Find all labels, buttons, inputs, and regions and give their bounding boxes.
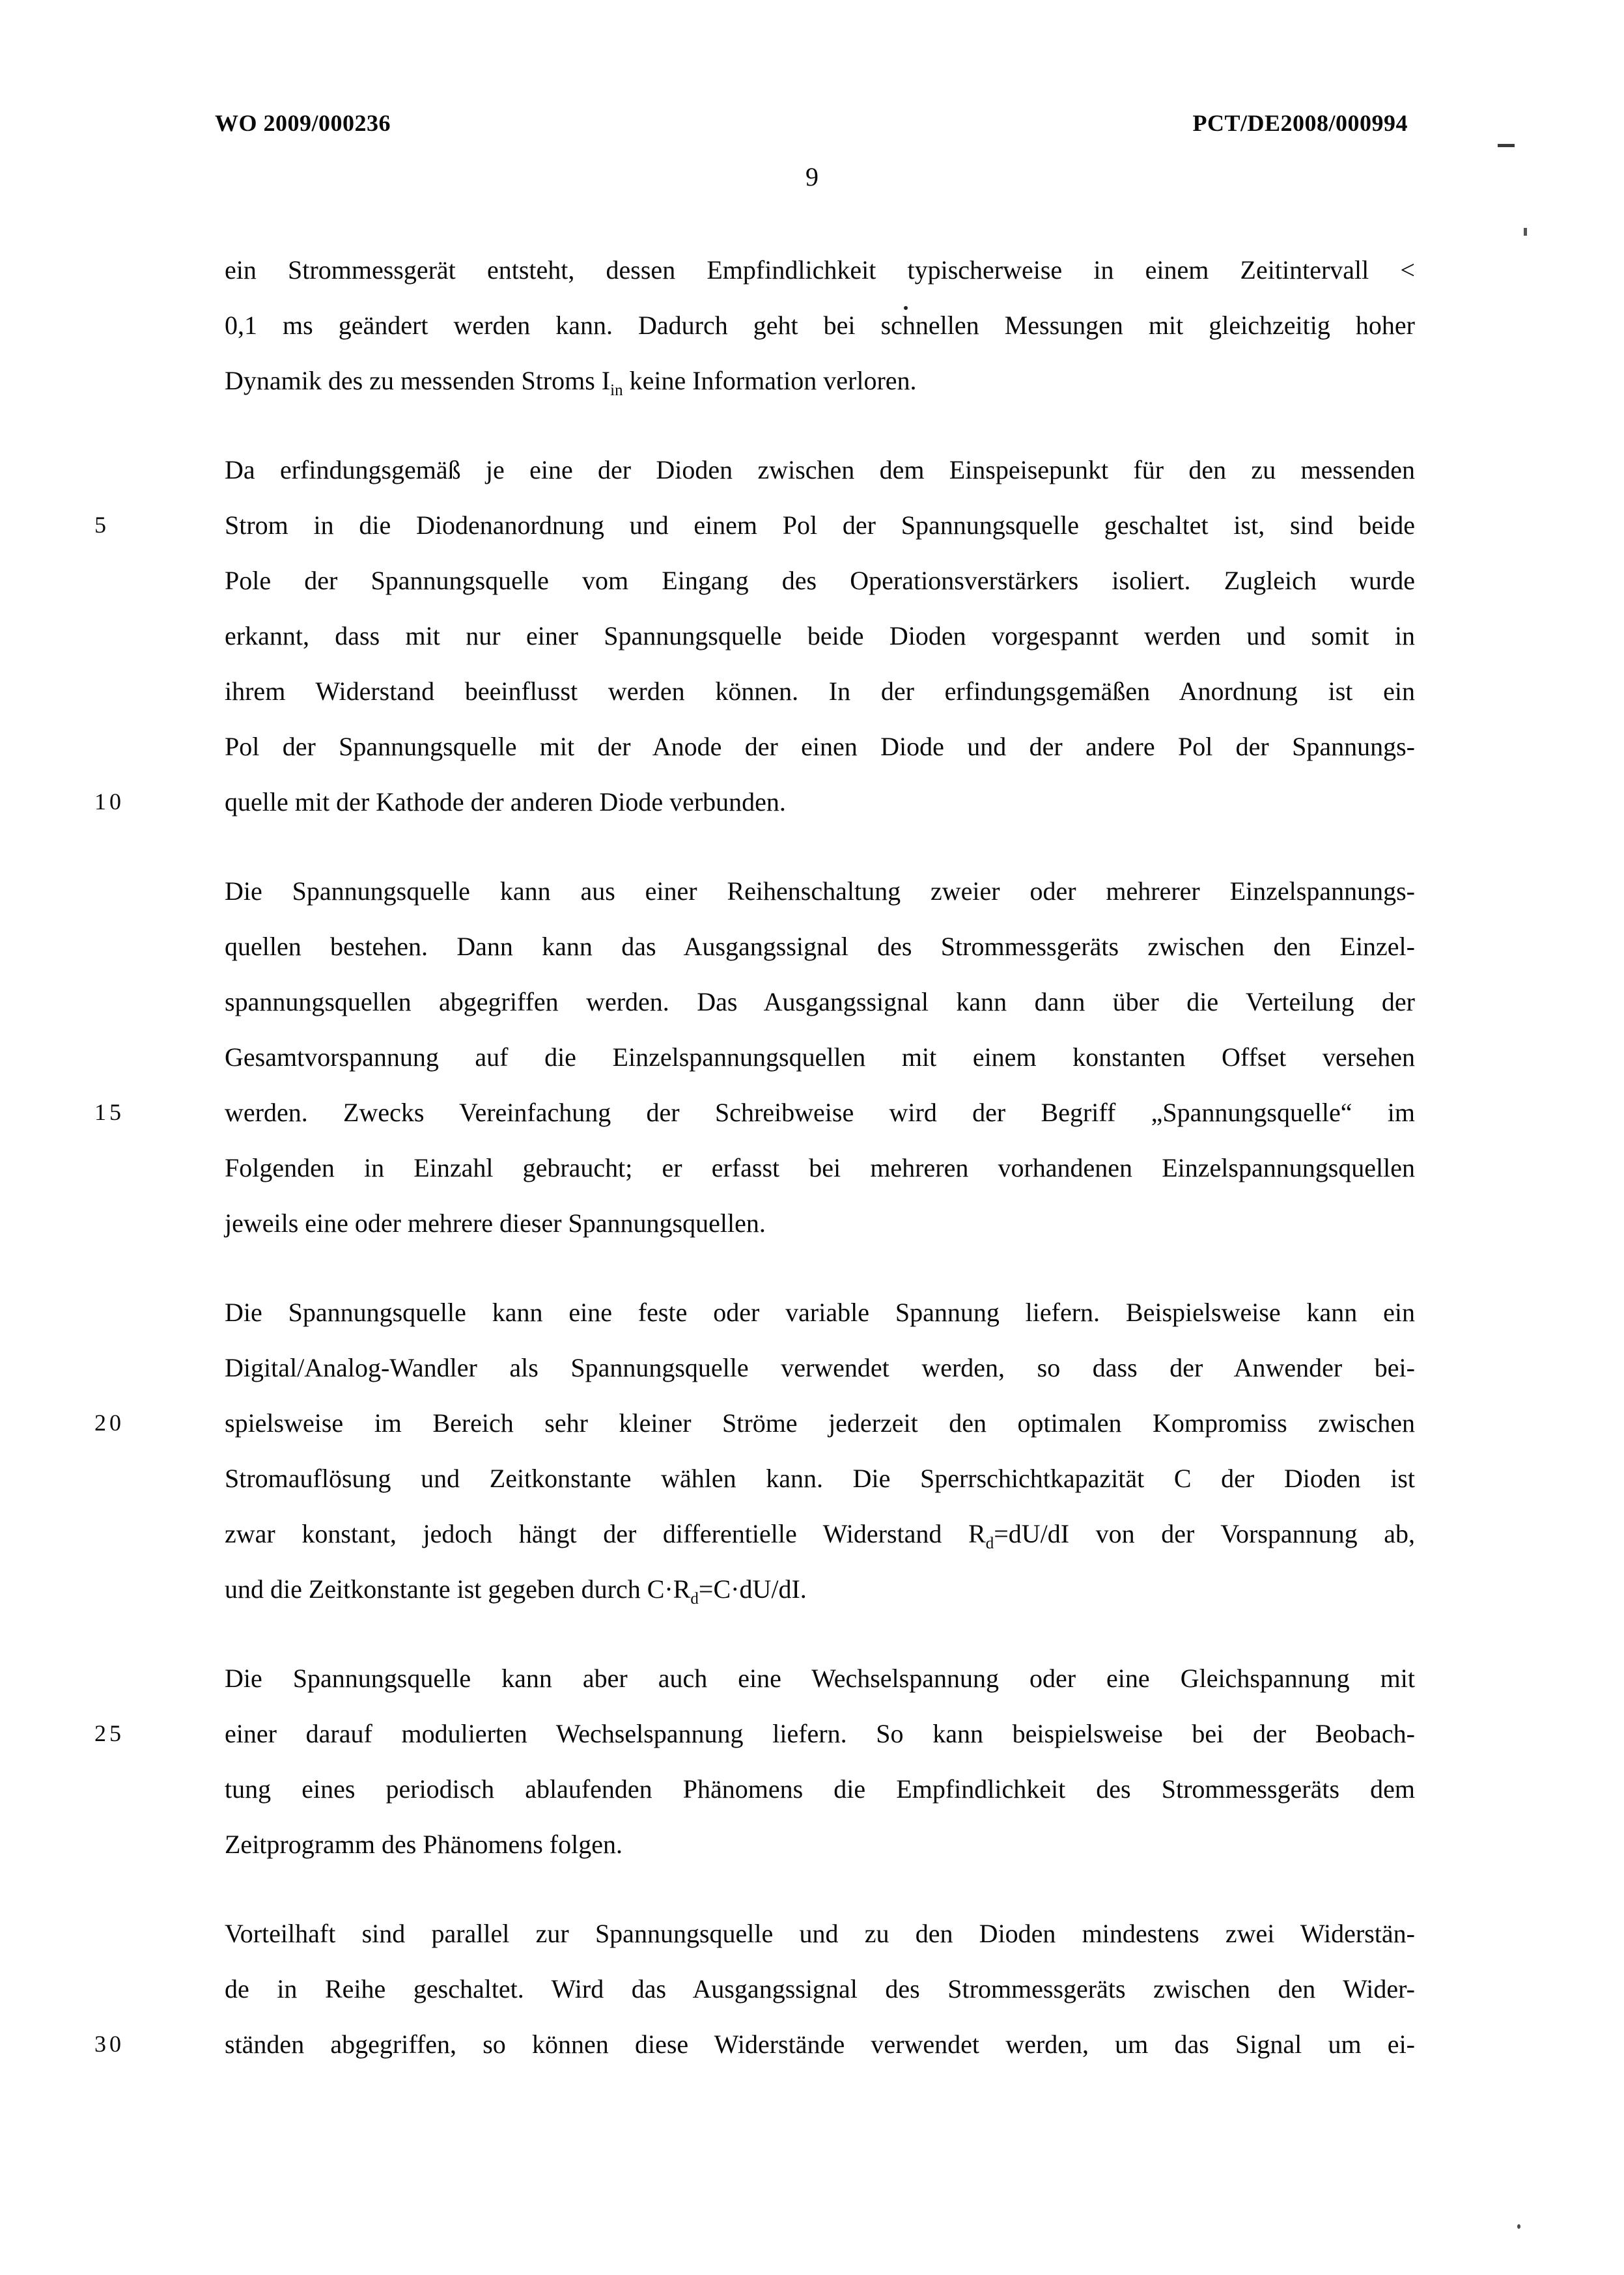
text-line: [225, 353, 1415, 408]
line-text: Die Spannungsquelle kann aus einer Reihenschaltung zweier oder mehrerer Einzelspannungs-: [225, 876, 1415, 906]
text-line: [225, 1029, 1415, 1085]
text-line: [94, 774, 1415, 830]
text-line: [225, 974, 1415, 1029]
page-number: 9: [805, 162, 819, 191]
text-line: [225, 608, 1415, 663]
paragraph: [94, 1906, 1415, 2072]
text-line: [225, 1817, 1415, 1872]
line-text: ein Strommessgerät entsteht, dessen Empfindlichkeit typischerweise in einem Zeitintervall <: [225, 255, 1415, 285]
line-number: 20: [94, 1410, 124, 1436]
text-line: [94, 2017, 1415, 2072]
line-text: de in Reihe geschaltet. Wird das Ausgangssignal des Strommessgeräts zwischen den Wider-: [225, 1974, 1415, 2003]
line-text: ihrem Widerstand beeinflusst werden können. In der erfindungsgemäßen Anordnung ist ein: [225, 677, 1415, 706]
publication-number: WO 2009/000236: [215, 110, 391, 136]
line-text: Digital/Analog-Wandler als Spannungsquelle verwendet werden, so dass der Anwender bei-: [225, 1353, 1415, 1382]
line-number: 10: [94, 789, 124, 815]
line-number: 5: [94, 512, 109, 538]
text-line: [225, 1906, 1415, 1961]
line-text: spannungsquellen abgegriffen werden. Das Ausgangssignal kann dann über die Verteilung der: [225, 987, 1415, 1016]
line-text: Die Spannungsquelle kann eine feste oder variable Spannung liefern. Beispielsweise kann ein: [225, 1298, 1415, 1327]
line-text: Strom in die Diodenanordnung und einem Pol der Spannungsquelle geschaltet ist, sind beide: [225, 510, 1415, 540]
line-text: werden. Zwecks Vereinfachung der Schreibweise wird der Begriff „Spannungsquelle“ im: [225, 1098, 1415, 1127]
line-text: Stromauflösung und Zeitkonstante wählen kann. Die Sperrschichtkapazität C der Dioden ist: [225, 1464, 1415, 1493]
text-line: [225, 1506, 1415, 1561]
text-line: [225, 719, 1415, 774]
text-line: [225, 1561, 1415, 1617]
text-line: [225, 442, 1415, 497]
scan-artifact: [1498, 144, 1515, 147]
line-text: Pole der Spannungsquelle vom Eingang des Operationsverstärkers isoliert. Zugleich wurde: [225, 566, 1415, 595]
line-text: und die Zeitkonstante ist gegeben durch $C\cdot R_d=C\cdot dU/dI$.: [225, 1574, 807, 1608]
text-line: [225, 553, 1415, 608]
line-number: 15: [94, 1099, 124, 1125]
scan-artifact: [1524, 228, 1527, 236]
text-line: [225, 863, 1415, 919]
line-text: quellen bestehen. Dann kann das Ausgangssignal des Strommessgeräts zwischen den Einzel-: [225, 932, 1415, 961]
text-line: [225, 1451, 1415, 1506]
page-header: [215, 109, 1408, 137]
line-text: Dynamik des zu messenden Stroms $I_{in}$ keine Information verloren.: [225, 366, 917, 399]
text-line: [94, 1706, 1415, 1761]
text-line: [225, 1140, 1415, 1195]
text-line: [225, 663, 1415, 719]
line-text: einer darauf modulierten Wechselspannung liefern. So kann beispielsweise bei der Beobach-: [225, 1719, 1415, 1748]
text-line: [225, 298, 1415, 353]
line-text: Gesamtvorspannung auf die Einzelspannungsquellen mit einem konstanten Offset versehen: [225, 1042, 1415, 1072]
paragraph: [94, 1651, 1415, 1872]
line-number: 25: [94, 1720, 124, 1746]
line-text: tung eines periodisch ablaufenden Phänomens die Empfindlichkeit des Strommessgeräts dem: [225, 1774, 1415, 1804]
line-text: Die Spannungsquelle kann aber auch eine Wechselspannung oder eine Gleichspannung mit: [225, 1664, 1415, 1693]
text-line: [225, 1195, 1415, 1251]
line-text: jeweils eine oder mehrere dieser Spannungsquellen.: [225, 1208, 766, 1238]
document-body: [94, 242, 1416, 2106]
line-text: Folgenden in Einzahl gebraucht; er erfasst bei mehreren vorhandenen Einzelspannungsquellen: [225, 1153, 1415, 1182]
paragraph: [94, 1285, 1416, 1617]
line-text: erkannt, dass mit nur einer Spannungsquelle beide Dioden vorgespannt werden und somit in: [225, 621, 1415, 650]
text-line: [225, 242, 1415, 298]
text-line: [94, 497, 1415, 553]
paragraph: [94, 863, 1415, 1251]
text-line: [225, 1651, 1415, 1706]
paragraph: [225, 242, 1415, 408]
line-text: spielsweise im Bereich sehr kleiner Ströme jederzeit den optimalen Kompromiss zwischen: [225, 1408, 1415, 1438]
application-number: PCT/DE2008/000994: [1192, 110, 1408, 136]
line-text: 0,1 ms geändert werden kann. Dadurch geht bei schnellen Messungen mit gleichzeitig hoher: [225, 311, 1415, 340]
text-line: [225, 919, 1415, 974]
scan-artifact: [1517, 2224, 1520, 2229]
text-line: [225, 1761, 1415, 1817]
line-text: quelle mit der Kathode der anderen Diode verbunden.: [225, 787, 786, 816]
text-line: [94, 1395, 1415, 1451]
text-line: [225, 1340, 1415, 1395]
line-text: zwar konstant, jedoch hängt der differentielle Widerstand $R_d=dU/dI$ von der Vorspannung ab,: [225, 1519, 1416, 1552]
line-text: Da erfindungsgemäß je eine der Dioden zwischen dem Einspeisepunkt für den zu messenden: [225, 455, 1415, 484]
scan-artifact: [904, 306, 908, 310]
text-line: [225, 1285, 1415, 1340]
line-text: ständen abgegriffen, so können diese Widerstände verwendet werden, um das Signal um ei-: [225, 2030, 1415, 2059]
line-number: 30: [94, 2031, 124, 2057]
line-text: Vorteilhaft sind parallel zur Spannungsquelle und zu den Dioden mindestens zwei Widerstän-: [225, 1919, 1415, 1948]
line-text: Pol der Spannungsquelle mit der Anode der einen Diode und der andere Pol der Spannungs-: [225, 732, 1415, 761]
text-line: [225, 1961, 1415, 2017]
text-line: [94, 1085, 1415, 1140]
line-text: Zeitprogramm des Phänomens folgen.: [225, 1830, 623, 1859]
paragraph: [94, 442, 1415, 830]
